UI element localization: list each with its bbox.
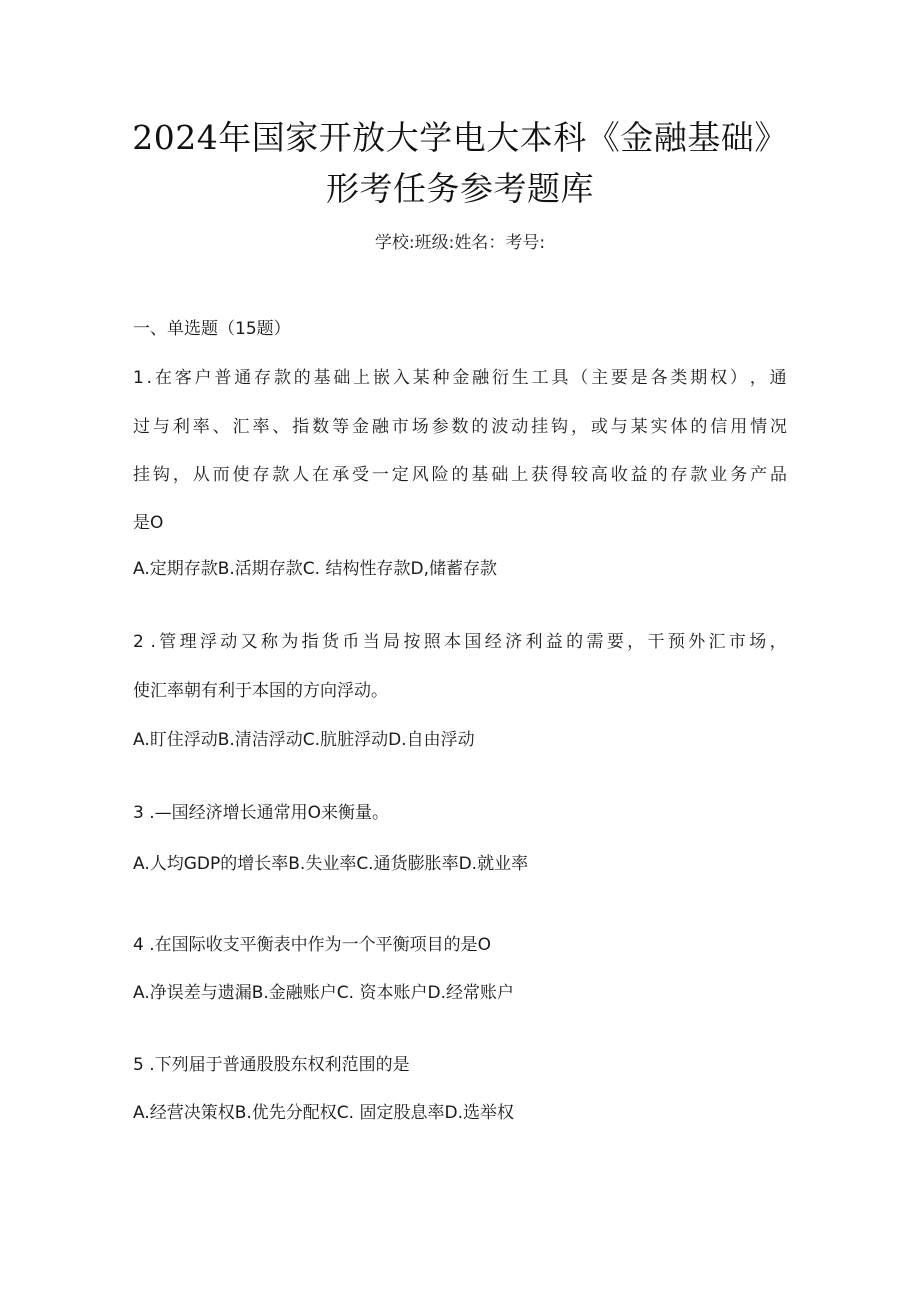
question-1-stem-line-3: 挂 钩 ， 从 而 使 存 款 人 在 承 受 一 定 风 险 的 基 础 上 获 得 较 高 收 益 的 存 款 业 务 产 品	[133, 465, 787, 485]
question-5-options: A.经营决策权B.优先分配权C. 固定股息率D.选举权	[133, 1103, 514, 1123]
question-1-stem-line-4: 是O	[133, 513, 164, 533]
question-1-stem-line-1: 1 . 在 客 户 普 通 存 款 的 基 础 上 嵌 入 某 种 金 融 衍 生 工 具 （ 主 要 是 各 类 期 权 ） ， 通	[133, 368, 787, 388]
question-2-stem-line-2: 使汇率朝有利于本国的方向浮动。	[133, 681, 388, 701]
question-4-options: A.净误差与遗漏B.金融账户C. 资本账户D.经常账户	[133, 983, 514, 1003]
document-title-line-1: 2024年国家开放大学电大本科《金融基础》	[132, 118, 788, 157]
question-3-options: A.人均GDP的增长率B.失业率C.通货膨胀率D.就业率	[133, 854, 529, 874]
question-1-stem-line-2: 过 与 利 率 、 汇 率 、 指 数 等 金 融 市 场 参 数 的 波 动 挂 钩 ， 或 与 某 实 体 的 信 用 情 况	[133, 417, 787, 437]
question-5-stem-line-1: 5 .下列届于普通股股东权利范围的是	[133, 1055, 410, 1075]
question-4-stem-line-1: 4 .在国际收支平衡表中作为一个平衡项目的是O	[133, 935, 492, 955]
question-3-stem-line-1: 3 .—国经济增长通常用O来衡量。	[133, 803, 390, 823]
student-info-line: 学校:班级:姓名：考号:	[374, 233, 546, 253]
document-title-line-2: 形考任务参考题库	[326, 169, 594, 208]
question-1-options: A.定期存款B.活期存款C. 结构性存款D,储蓄存款	[133, 559, 497, 579]
question-2-stem-line-1: 2 . 管 理 浮 动 又 称 为 指 货 币 当 局 按 照 本 国 经 济 利 益 的 需 要 ， 干 预 外 汇 市 场 ，	[133, 632, 787, 652]
section-heading: 一、单选题（15题）	[133, 319, 291, 339]
question-2-options: A.盯住浮动B.清洁浮动C.肮脏浮动D.自由浮动	[133, 730, 475, 750]
